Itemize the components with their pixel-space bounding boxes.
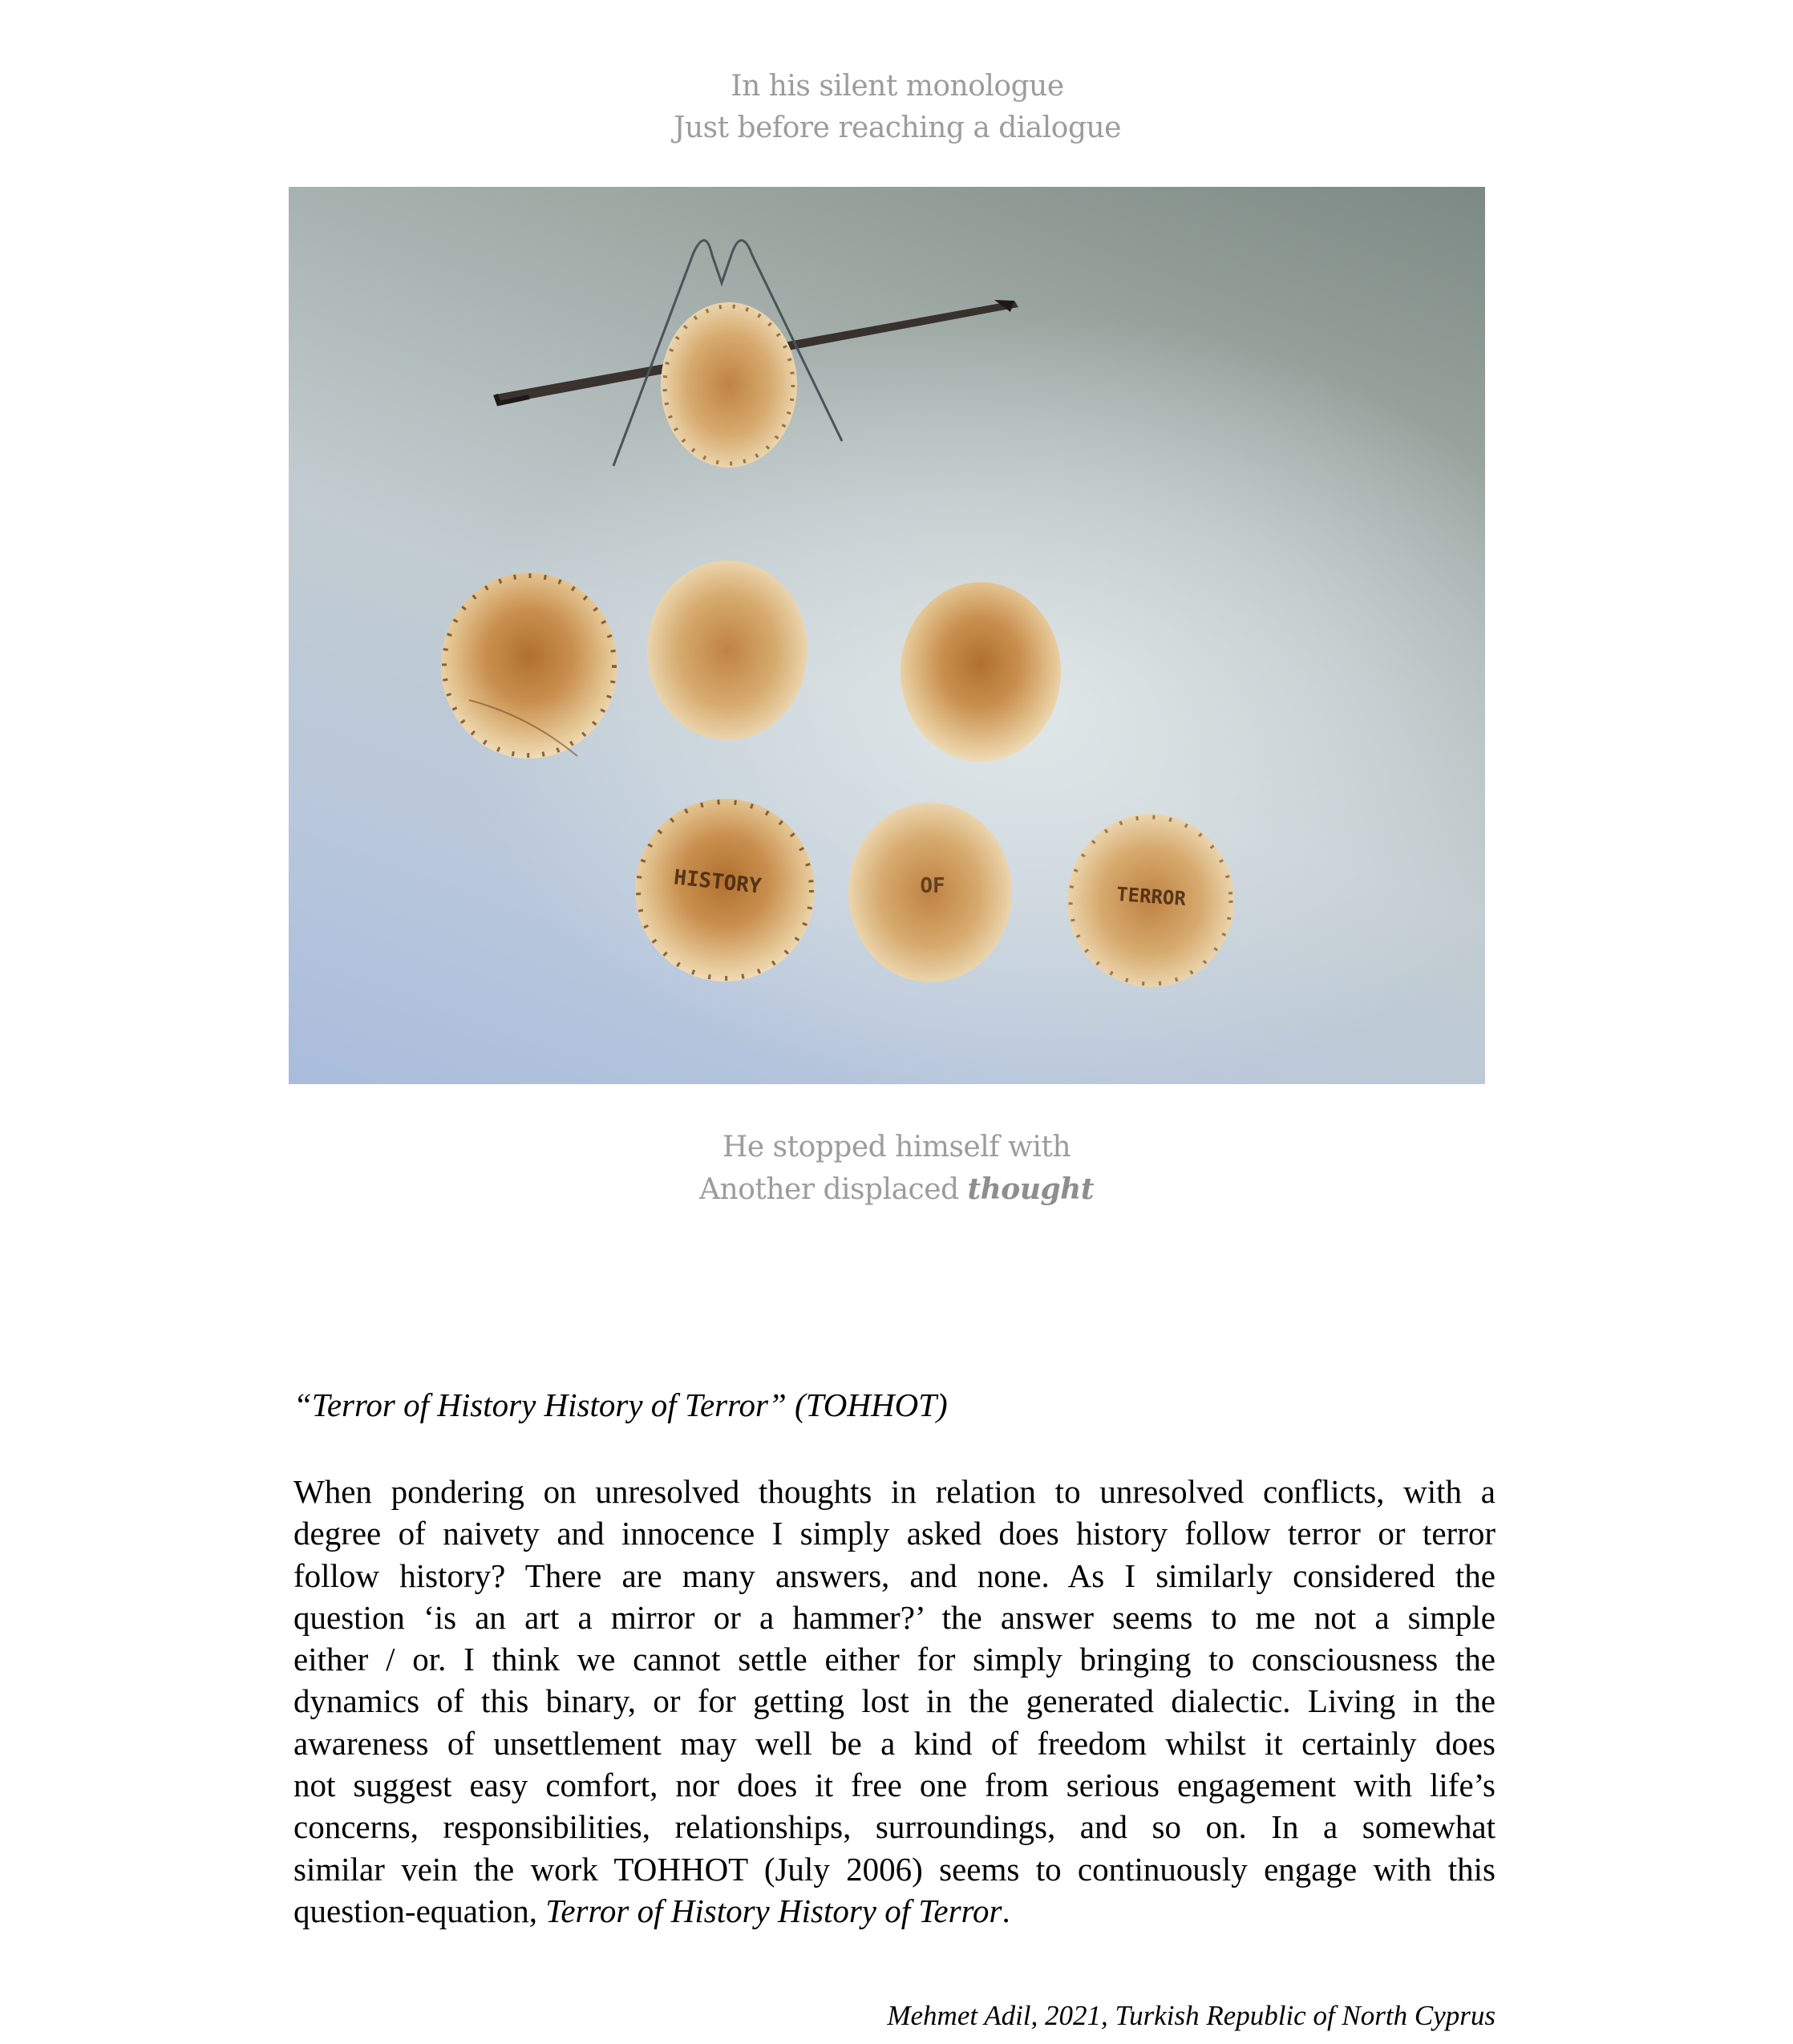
bread-word-terror: TERROR: [1115, 883, 1187, 911]
artwork-illustration: [289, 187, 1485, 1084]
body-last-prefix: question-equation,: [293, 1892, 546, 1929]
body-line: dynamics of this binary, or for getting lost in the generated dialectic. Living in the: [293, 1682, 1496, 1720]
body-line: degree of naivety and innocence I simply asked does history follow terror or terror: [293, 1515, 1496, 1552]
poem-outro-emphasis: thought: [967, 1172, 1094, 1206]
body-line: similar vein the work TOHHOT (July 2006) seems to continuously engage with this: [293, 1850, 1496, 1888]
body-line: question ‘is an art a mirror or a hammer?’ the answer seems to me not a simple: [293, 1598, 1496, 1636]
bread-2: [647, 561, 807, 740]
poem-outro-line-1: He stopped himself with: [722, 1131, 1071, 1164]
poem-outro-line-2: [0, 1168, 1793, 1211]
body-line: When pondering on unresolved thoughts in relation to unresolved conflicts, with a: [293, 1473, 1496, 1510]
article-title: “Terror of History History of Terror” (TOHHOT): [293, 1386, 948, 1423]
poem-outro: [0, 1127, 1793, 1211]
bread-word-history: HISTORY: [672, 865, 763, 899]
bread-3: [901, 582, 1061, 762]
body-line: awareness of unsettlement may well be a kind of freedom whilst it certainly does: [293, 1724, 1496, 1762]
bread-1: [441, 573, 617, 759]
article-body: [293, 1471, 1496, 1932]
poem-intro: [1, 66, 1793, 149]
bread-word-of: OF: [920, 874, 945, 898]
poem-intro-line-1: In his silent monologue: [731, 70, 1064, 103]
body-line: either / or. I think we cannot settle either for simply bringing to consciousness the: [293, 1641, 1496, 1678]
bread-row-1: [441, 561, 1061, 762]
bread-row-2: [635, 799, 1234, 987]
body-line-last: [293, 1890, 1496, 1932]
body-line: concerns, responsibilities, relationships, surroundings, and so on. In a somewhat: [293, 1808, 1496, 1846]
body-last-suffix: .: [1002, 1892, 1010, 1929]
body-line: not suggest easy comfort, nor does it free one from serious engagement with life’s: [293, 1767, 1496, 1804]
body-line: follow history? There are many answers, and none. As I similarly considered the: [293, 1556, 1496, 1594]
artwork-photo: [289, 187, 1485, 1084]
poem-outro-line-2-text: Another displaced: [699, 1173, 968, 1206]
author-signature: Mehmet Adil, 2021, Turkish Republic of North Cyprus: [887, 2000, 1496, 2031]
hanging-bread-with-bow: [496, 241, 1018, 467]
body-last-italic: Terror of History History of Terror: [545, 1892, 1002, 1929]
poem-intro-line-2: Just before reaching a dialogue: [674, 111, 1121, 144]
